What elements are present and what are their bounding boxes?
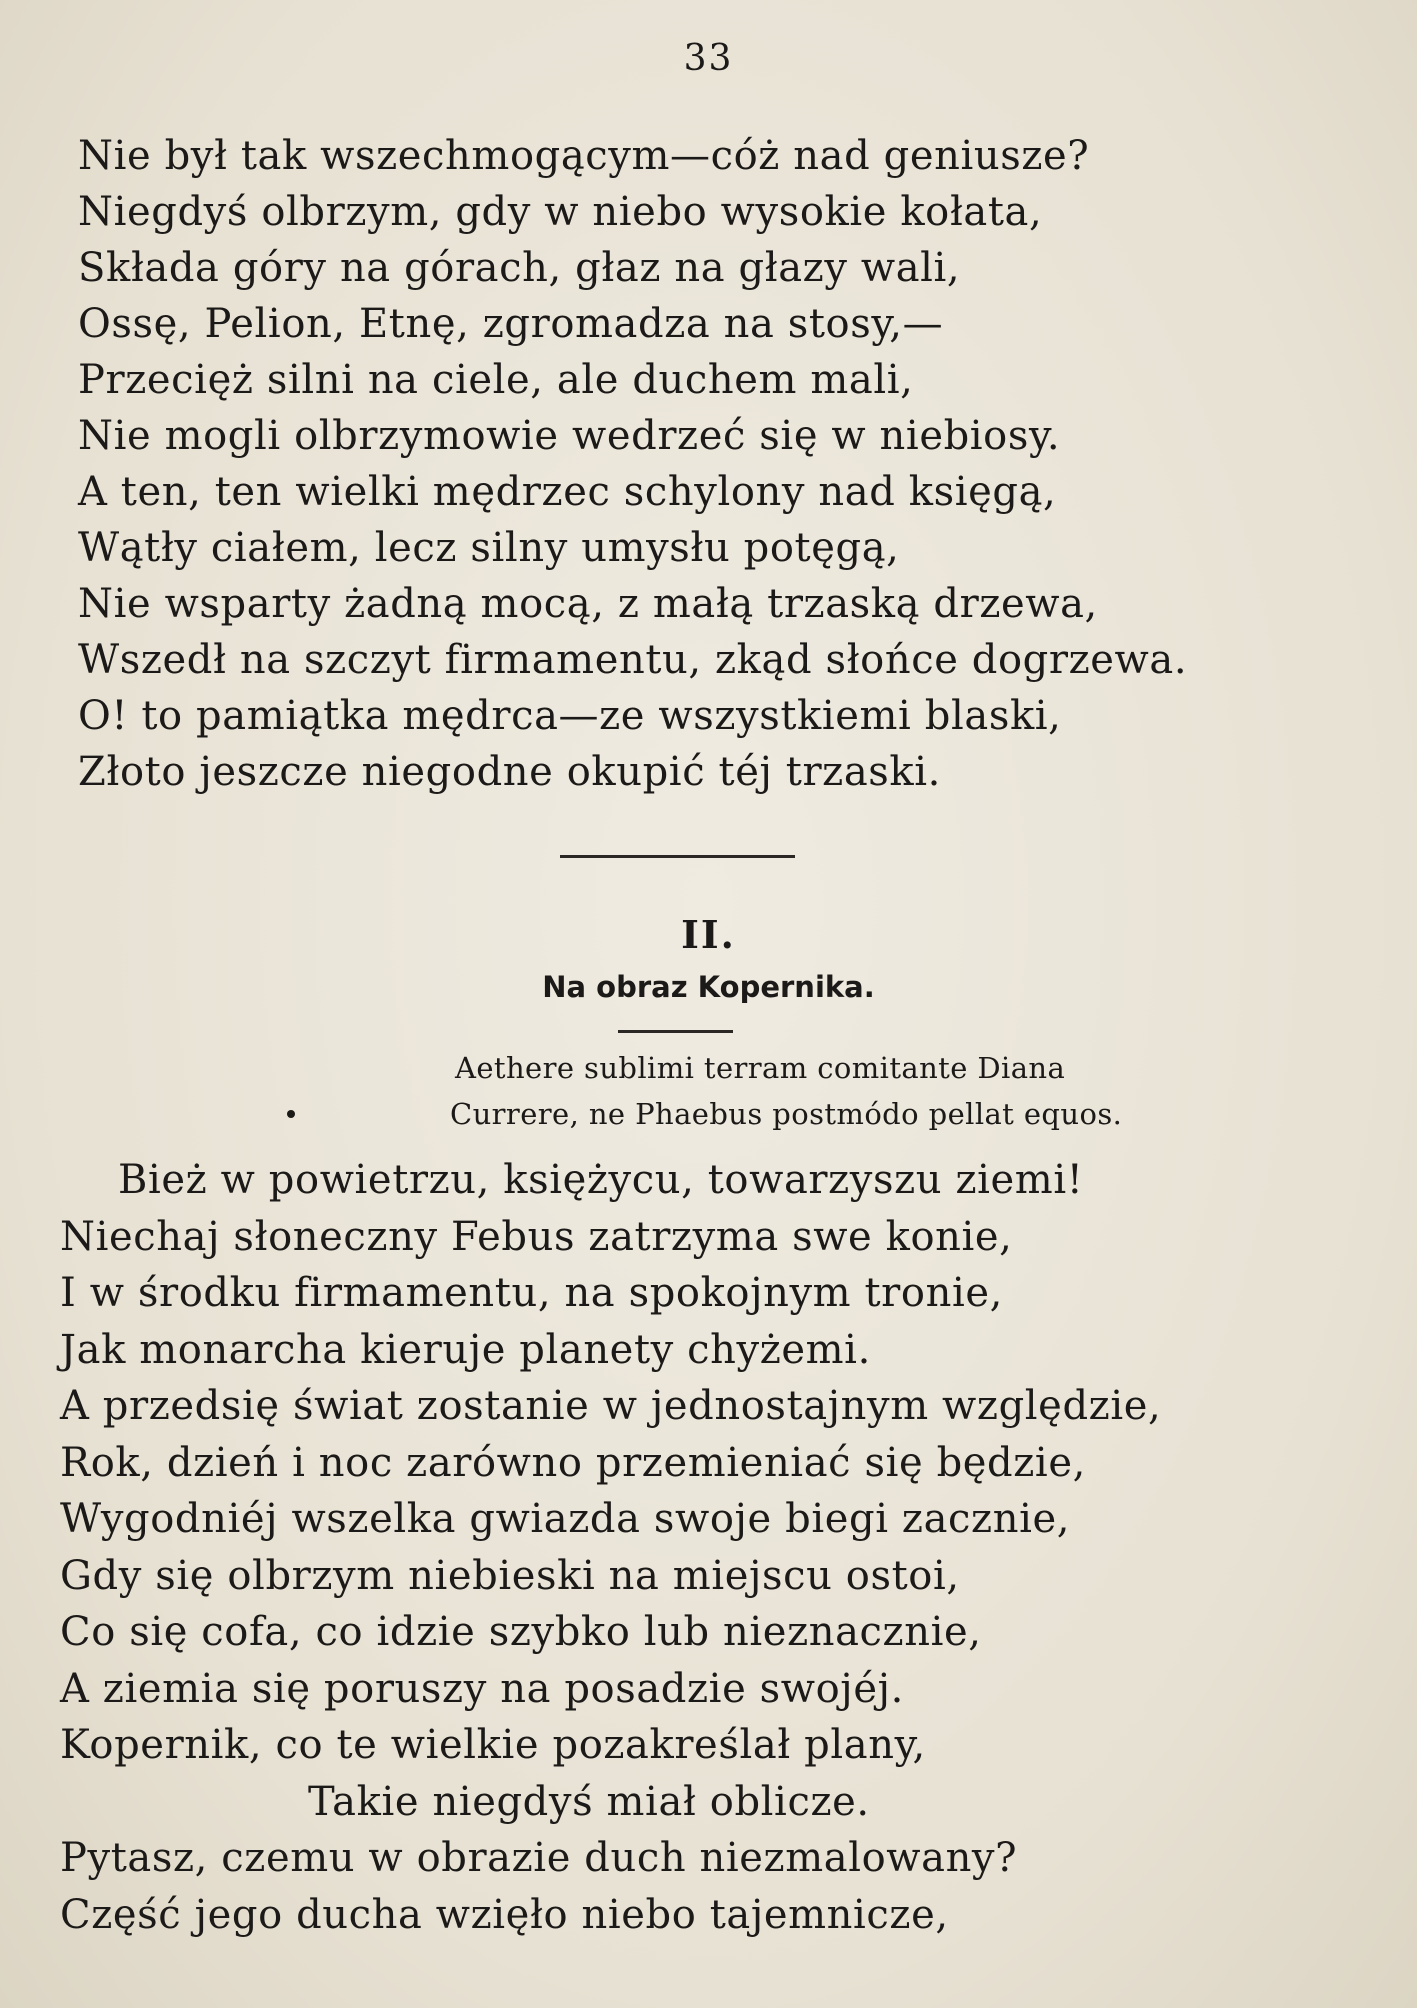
- bullet-mark: [287, 1110, 295, 1118]
- page-number: 33: [683, 38, 734, 79]
- poem-section-1: [78, 128, 1378, 800]
- epigraph: [450, 1045, 1355, 1137]
- poem-line: Pytasz, czemu w obrazie duch niezmalowany?: [60, 1835, 1018, 1881]
- poem-line: Rok, dzień i noc zarówno przemieniać się będzie,: [60, 1439, 1086, 1486]
- poem-line: Kopernik, co te wielkie pozakreślał plany,: [60, 1722, 926, 1768]
- poem-line: Takie niegdyś miał oblicze.: [308, 1778, 870, 1825]
- poem-line: A ten, ten wielki mędrzec schylony nad księgą,: [78, 469, 1057, 515]
- poem-line: Przecięż silni na ciele, ale duchem mali,: [78, 357, 914, 403]
- poem-line: Nie był tak wszechmogącym—cóż nad geniusze?: [78, 133, 1090, 179]
- section-title: Na obraz Kopernika.: [542, 970, 875, 1004]
- poem-line: Nie mogli olbrzymowie wedrzeć się w niebiosy.: [78, 413, 1061, 459]
- poem-line: O! to pamiątka mędrca—ze wszystkiemi blaski,: [78, 693, 1062, 739]
- poem-line: Ossę, Pelion, Etnę, zgromadza na stosy,—: [78, 301, 944, 347]
- poem-section-2: [60, 1152, 1380, 1943]
- section-number: II.: [681, 912, 736, 957]
- section-divider: [560, 855, 795, 858]
- poem-line: Wygodniéj wszelka gwiazda swoje biegi zacznie,: [60, 1496, 1071, 1542]
- poem-line: Nie wsparty żadną mocą, z małą trzaską drzewa,: [78, 581, 1098, 627]
- poem-line: Jak monarcha kieruje planety chyżemi.: [60, 1326, 871, 1373]
- title-divider: [618, 1030, 733, 1033]
- poem-line: Wątły ciałem, lecz silny umysłu potęgą,: [78, 525, 900, 571]
- poem-line: A przedsię świat zostanie w jednostajnym względzie,: [60, 1383, 1162, 1429]
- poem-line: A ziemia się poruszy na posadzie swojéj.: [60, 1665, 904, 1712]
- poem-line: Gdy się olbrzym niebieski na miejscu ostoi,: [60, 1552, 960, 1599]
- poem-line: Niechaj słoneczny Febus zatrzyma swe konie,: [60, 1213, 1013, 1260]
- poem-line: Złoto jeszcze niegodne okupić téj trzaski.: [78, 749, 941, 795]
- poem-line: Bież w powietrzu, księżycu, towarzyszu ziemi!: [118, 1157, 1084, 1203]
- epigraph-line: Aethere sublimi terram comitante Diana: [455, 1051, 1066, 1085]
- poem-line: I w środku firmamentu, na spokojnym tronie,: [60, 1270, 1003, 1316]
- poem-line: Składa góry na górach, głaz na głazy wali,: [78, 245, 961, 291]
- poem-line: Co się cofa, co idzie szybko lub nieznacznie,: [60, 1609, 982, 1655]
- epigraph-line: Currere, ne Phaebus postmódo pellat equos.: [450, 1097, 1123, 1131]
- poem-line: Niegdyś olbrzym, gdy w niebo wysokie kołata,: [78, 189, 1043, 235]
- poem-line: Wszedł na szczyt firmamentu, zkąd słońce dogrzewa.: [78, 637, 1188, 683]
- poem-line: Część jego ducha wzięło niebo tajemnicze,: [60, 1891, 949, 1938]
